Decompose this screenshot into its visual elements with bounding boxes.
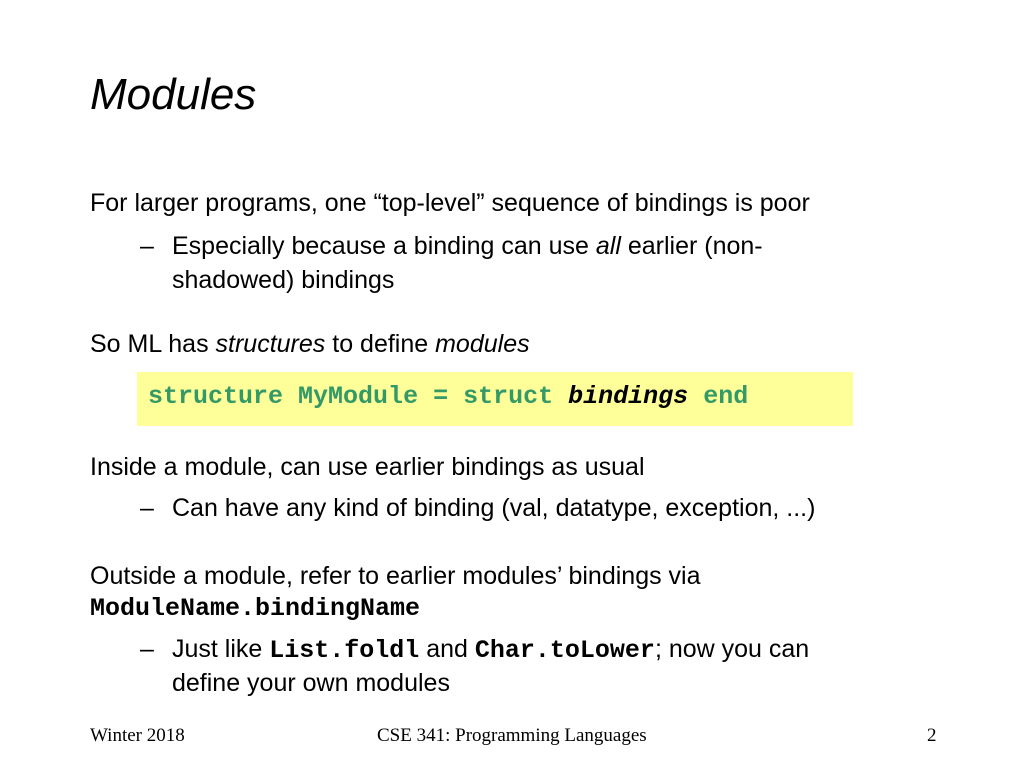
para-inside-module: Inside a module, can use earlier bindings as usual	[90, 453, 645, 481]
para-text-part: So ML has	[90, 330, 216, 358]
code-keyword-end: end	[703, 382, 749, 411]
code-module-binding-name: ModuleName.bindingName	[90, 594, 421, 623]
para-larger-programs: For larger programs, one “top-level” sequence of bindings is poor	[90, 189, 810, 217]
bullet-any-kind-binding: Can have any kind of binding (val, datatype, exception, ...)	[172, 494, 816, 522]
bullet-dash: –	[140, 232, 154, 260]
slide-title: Modules	[90, 70, 257, 119]
code-module-name: MyModule	[298, 382, 419, 411]
emphasis-all: all	[595, 232, 621, 260]
bullet-text-part: ; now you can	[654, 635, 810, 663]
code-keyword-struct: struct	[463, 382, 554, 411]
para-outside-module: Outside a module, refer to earlier modules’ bindings via	[90, 562, 701, 590]
footer-term: Winter 2018	[90, 725, 185, 746]
code-keyword-structure: structure	[148, 382, 284, 411]
bullet-especially	[172, 229, 763, 263]
emphasis-modules: modules	[435, 330, 530, 358]
bullet-dash: –	[140, 494, 154, 522]
bullet-dash: –	[140, 635, 154, 663]
bullet-text-part: Especially because a binding can use	[172, 232, 596, 260]
code-structure-definition	[148, 380, 748, 414]
code-char-tolower: Char.toLower	[474, 636, 655, 665]
para-ml-structures	[90, 327, 530, 361]
code-bindings-placeholder: bindings	[568, 382, 689, 411]
emphasis-structures: structures	[215, 330, 326, 358]
bullet-especially-line2: shadowed) bindings	[172, 266, 395, 294]
code-equals: =	[433, 382, 449, 411]
bullet-text-part: and	[419, 635, 475, 663]
code-list-foldl: List.foldl	[269, 636, 420, 665]
footer-page-number: 2	[927, 725, 937, 746]
bullet-text-part: Just like	[172, 635, 270, 663]
bullet-just-like	[172, 632, 809, 668]
bullet-text-part: earlier (non-	[620, 232, 763, 260]
bullet-just-like-line2: define your own modules	[172, 669, 450, 697]
footer-course: CSE 341: Programming Languages	[377, 725, 647, 746]
para-text-part: to define	[325, 330, 436, 358]
